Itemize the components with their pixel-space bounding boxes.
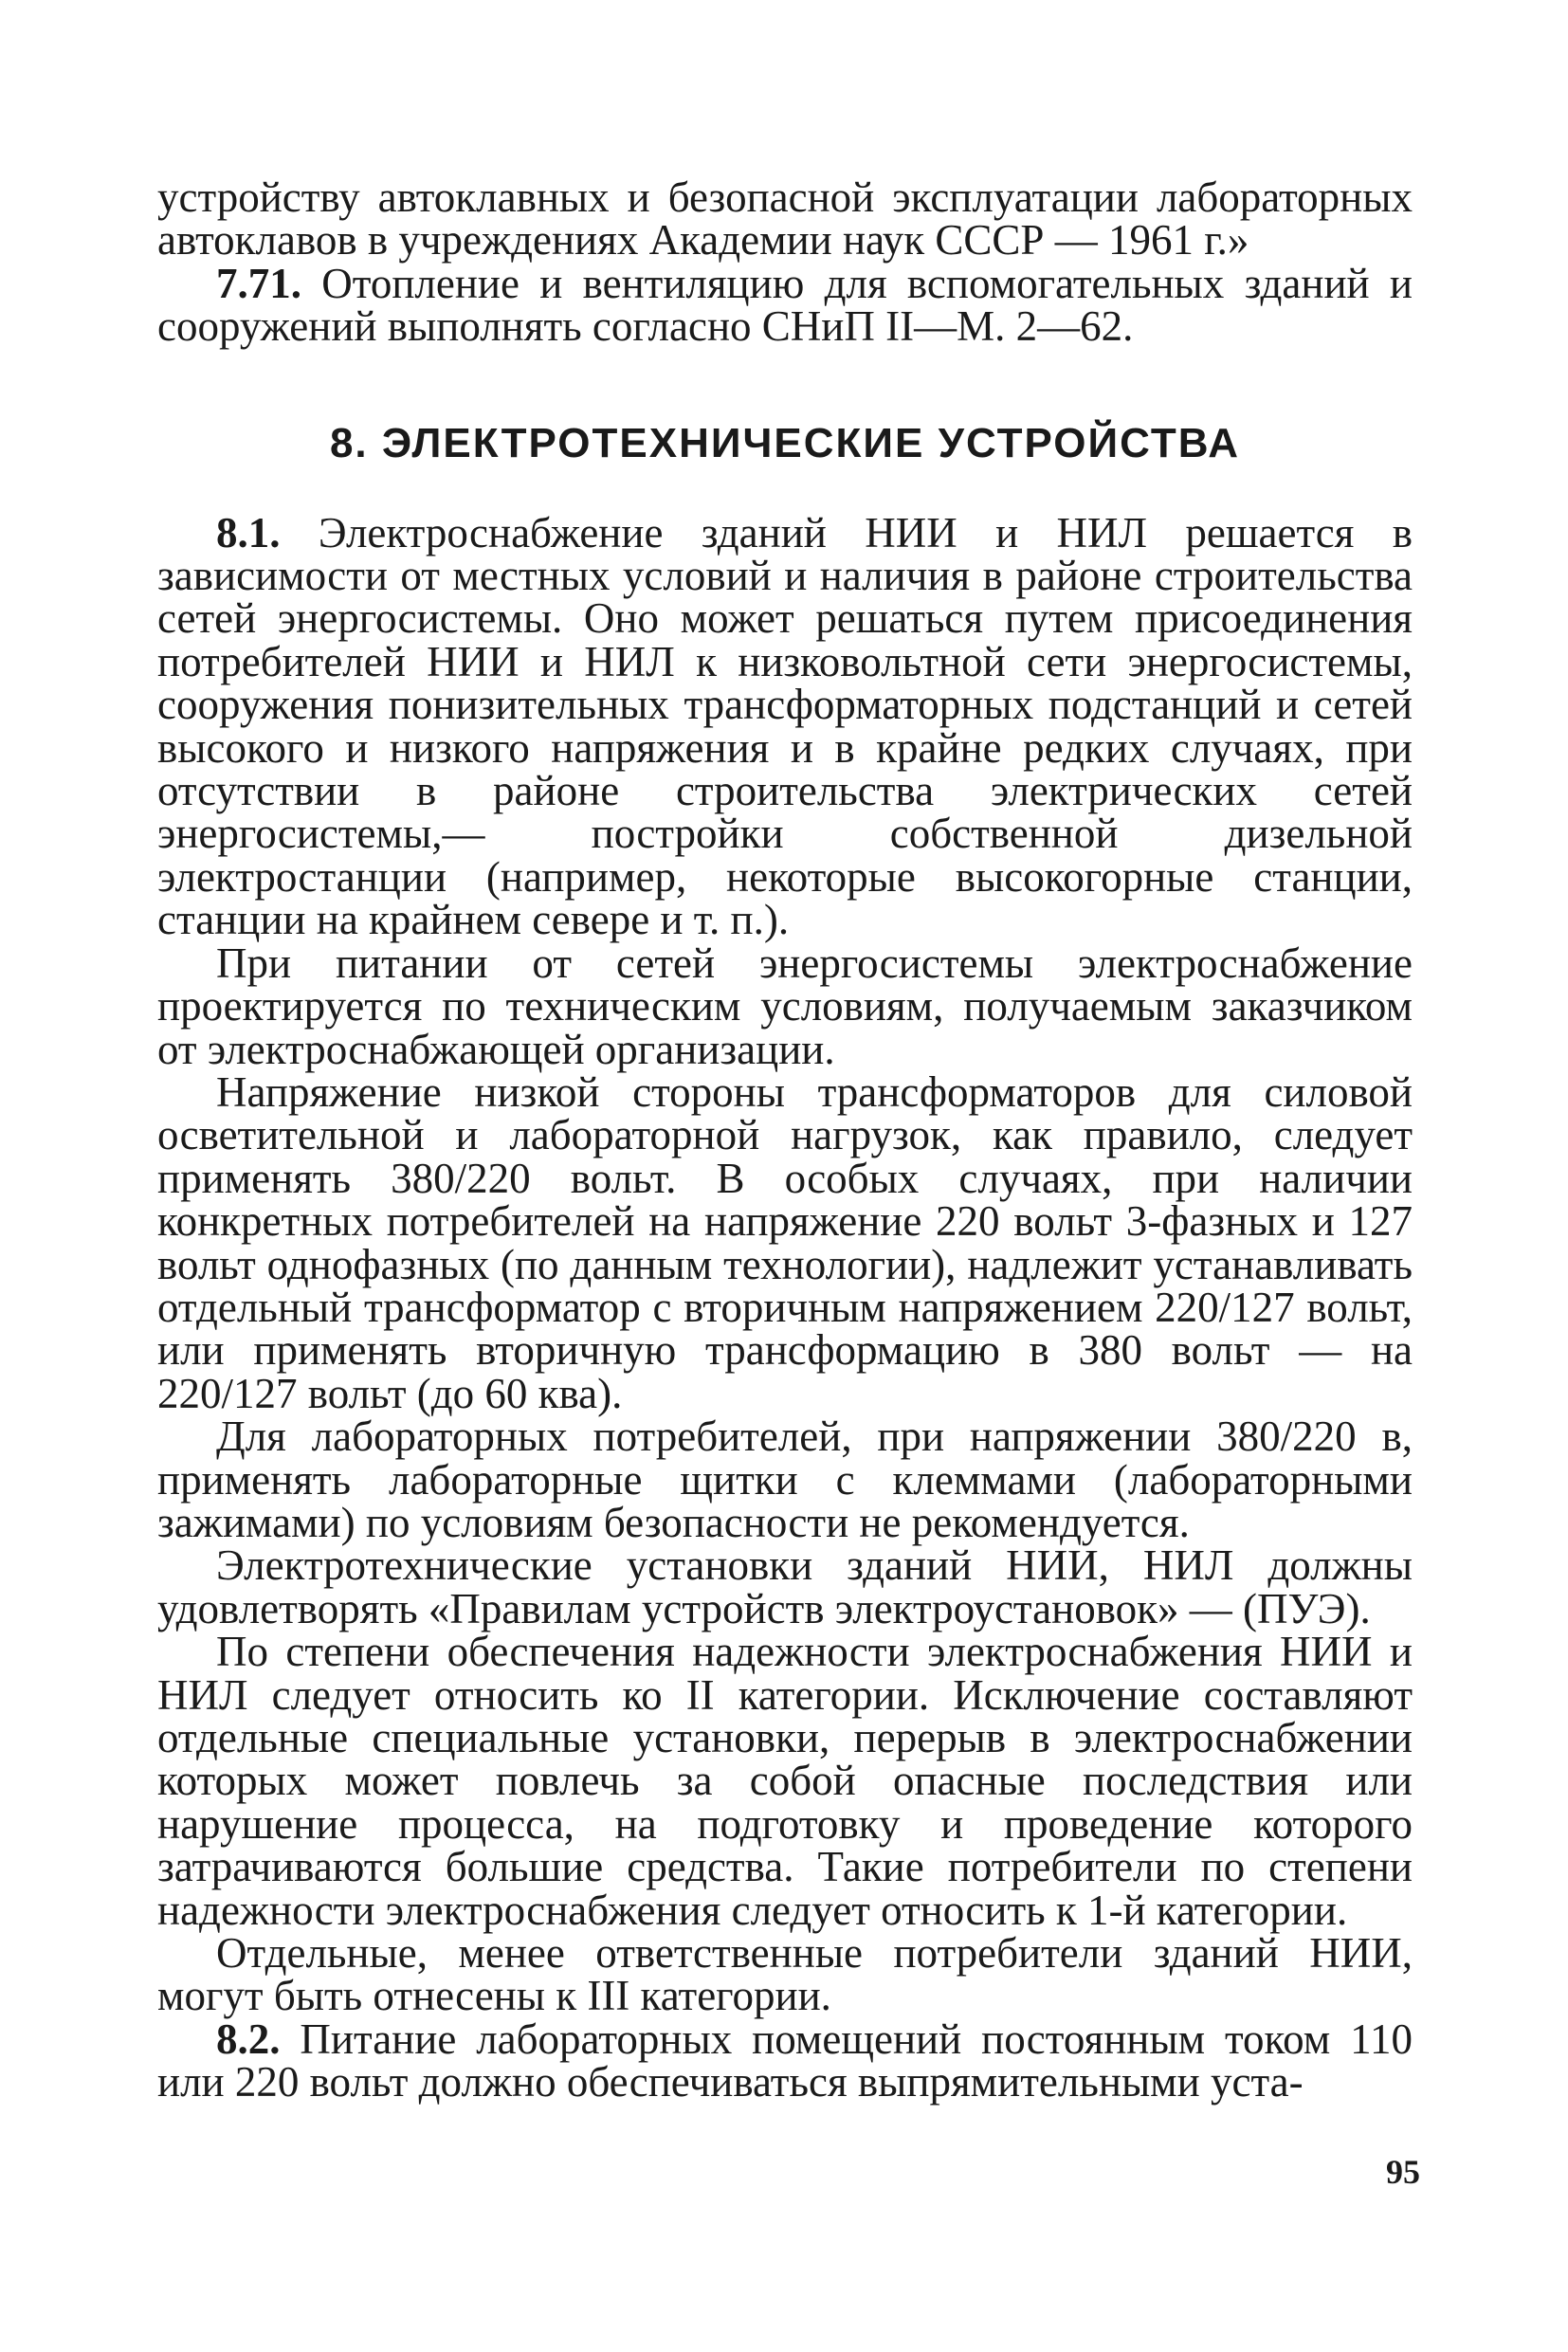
paragraph-text: Электроснабжение зданий НИИ и НИЛ решается в зависимости от местных условий и наличия в районе строительства сетей энергосистемы. Оно может решаться путем присоединения потребителей НИИ и НИЛ к низковольтной сети энергосистемы, сооружения понизительных трансформаторных подстанций и сетей высокого и низкого напряжения и в крайне редких случаях, при отсутствии в районе строительства электрических сетей энергосистемы,— постройки собственной дизельной электростанции (например, некоторые высокогорные станции, станции на крайнем севере и т. п.). xyxy=(157,508,1413,944)
paragraph-text: Для лабораторных потребителей, при напряжении 380/220 в, применять лабораторные щитки с клеммами (лабораторными зажимами) по условиям безопасности не рекомендуется. xyxy=(157,1413,1413,1546)
paragraph-7-71 xyxy=(157,259,1413,351)
page-body xyxy=(157,173,1413,2106)
paragraph-text: Напряжение низкой стороны трансформаторов для силовой осветительной и лабораторной нагрузок, как правило, следует применять 380/220 вольт. В особых случаях, при наличии конкретных потребителей на напряжение 220 вольт 3-фазных и 127 вольт однофазных (по данным технологии), надлежит устанавливать отдельный трансформатор с вторичным напряжением 220/127 вольт, или применять вторичную трансформацию в 380 вольт — на 220/127 вольт (до 60 ква). xyxy=(157,1067,1413,1417)
paragraph-pue xyxy=(157,1541,1413,1632)
paragraph-power-supply-terms xyxy=(157,939,1413,1073)
section-heading: 8. ЭЛЕКТРОТЕХНИЧЕСКИЕ УСТРОЙСТВА xyxy=(329,419,1241,466)
page-number: 95 xyxy=(1386,2153,1420,2191)
paragraph-text: Отопление и вентиляцию для вспомогательных зданий и сооружений выполнять согласно СНиП II—М. 2—62. xyxy=(157,259,1413,351)
paragraph-lab-consumers xyxy=(157,1415,1413,1544)
paragraph-text: Отдельные, менее ответственные потребители зданий НИИ, могут быть отнесены к III категории. xyxy=(157,1929,1413,2020)
paragraph-text: устройству автоклавных и безопасной эксплуатации лабораторных автоклавов в учреждениях Академии наук СССР — 1961 г.» xyxy=(157,173,1413,264)
paragraph-8-1 xyxy=(157,508,1413,944)
paragraph-text: Питание лабораторных помещений постоянным током 110 или 220 вольт должно обеспечиваться выпрямительными уста- xyxy=(157,2015,1413,2106)
paragraph-text: По степени обеспечения надежности электроснабжения НИИ и НИЛ следует относить ко II категории. Исключение составляют отдельные специальные установки, перерыв в электроснабжении которых может повлечь за собой опасные последствия или нарушение процесса, на подготовку и проведение которого затрачиваются большие средства. Такие потребители по степени надежности электроснабжения следует относить к 1-й категории. xyxy=(157,1628,1413,1934)
clause-number: 8.1. xyxy=(216,508,281,556)
paragraph-continuation xyxy=(157,173,1413,264)
paragraph-voltage xyxy=(157,1067,1413,1417)
clause-number: 7.71. xyxy=(216,259,301,307)
paragraph-text: При питании от сетей энергосистемы электроснабжение проектируется по техническим условиям, получаемым заказчиком от электроснабжающей организации. xyxy=(157,939,1413,1073)
paragraph-text: Электротехнические установки зданий НИИ, НИЛ должны удовлетворять «Правилам устройств электроустановок» — (ПУЭ). xyxy=(157,1541,1413,1632)
paragraph-category-iii xyxy=(157,1929,1413,2020)
clause-number: 8.2. xyxy=(216,2015,281,2063)
paragraph-reliability xyxy=(157,1628,1413,1934)
paragraph-8-2 xyxy=(157,2015,1413,2106)
